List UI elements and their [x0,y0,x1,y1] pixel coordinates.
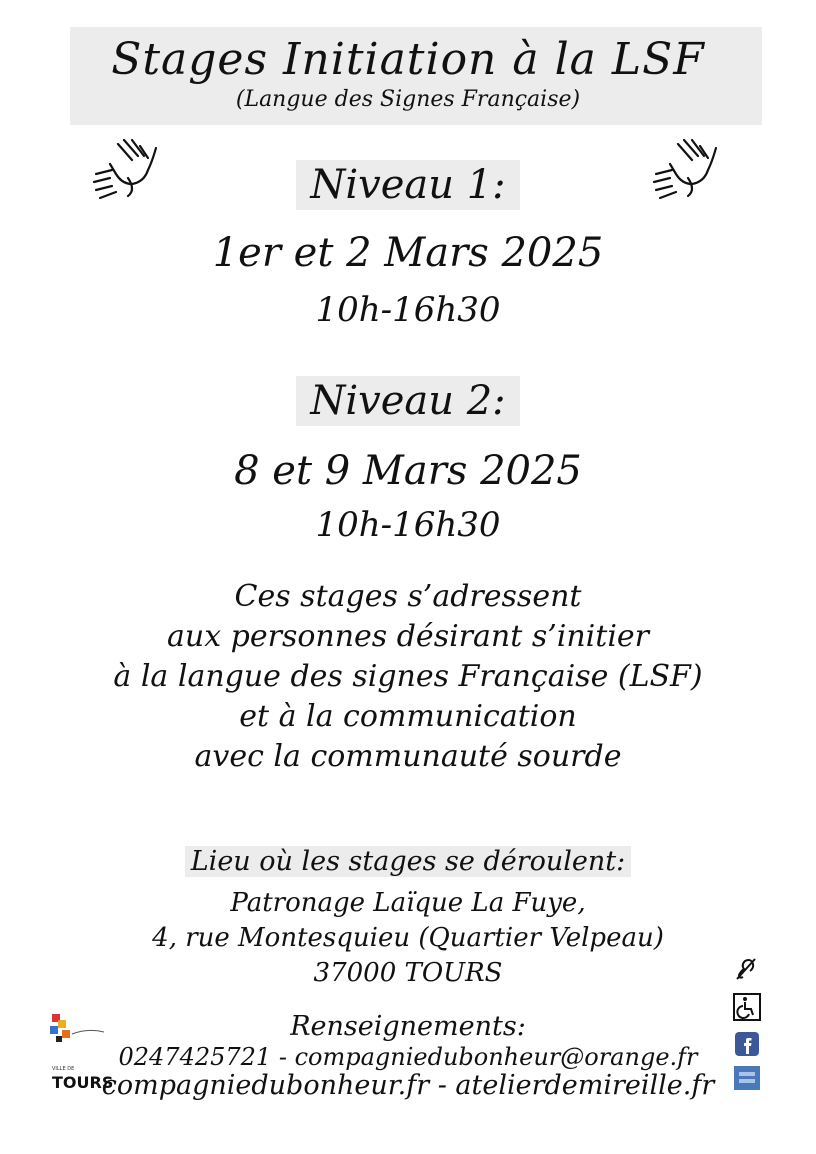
description-line: à la langue des signes Française (LSF) [113,659,703,694]
address-line: 37000 TOURS [313,958,503,988]
compagnie-logo-icon [48,1010,108,1046]
description-line: avec la communauté sourde [194,739,622,774]
contact-phone-email[interactable]: 0247425721 - compagniedubonheur@orange.fr [118,1043,698,1071]
level1-dates: 1er et 2 Mars 2025 [212,230,604,276]
info-heading: Renseignements: [290,1011,526,1042]
level2-label: Niveau 2: [296,376,519,426]
description [0,577,816,777]
wheelchair-icon [733,993,761,1021]
address [0,886,816,991]
ear-icon [733,955,761,983]
tours-logo-small: VILLE DE [52,1066,75,1072]
level2-heading [0,376,816,426]
facebook-icon[interactable] [733,1030,761,1058]
level2-dates: 8 et 9 Mars 2025 [234,448,582,494]
address-line: Patronage Laïque La Fuye, [230,888,586,918]
tours-logo: TOURS [52,1073,114,1092]
location-heading-label: Lieu où les stages se déroulent: [185,846,631,877]
level1-label: Niveau 1: [296,160,519,210]
description-line: aux personnes désirant s’initier [166,619,650,654]
location-heading [0,846,816,877]
level2-hours: 10h-16h30 [315,505,501,545]
description-line: Ces stages s’adressent [234,579,582,614]
level1-heading [0,160,816,210]
description-line: et à la communication [239,699,577,734]
page-title: Stages Initiation à la LSF [111,34,705,85]
level1-hours: 10h-16h30 [315,290,501,330]
blue-logo-icon [733,1064,761,1092]
page-subtitle: (Langue des Signes Française) [235,87,581,112]
address-line: 4, rue Montesquieu (Quartier Velpeau) [152,923,664,953]
contact-websites[interactable]: compagniedubonheur.fr - atelierdemireille.fr [101,1070,715,1101]
